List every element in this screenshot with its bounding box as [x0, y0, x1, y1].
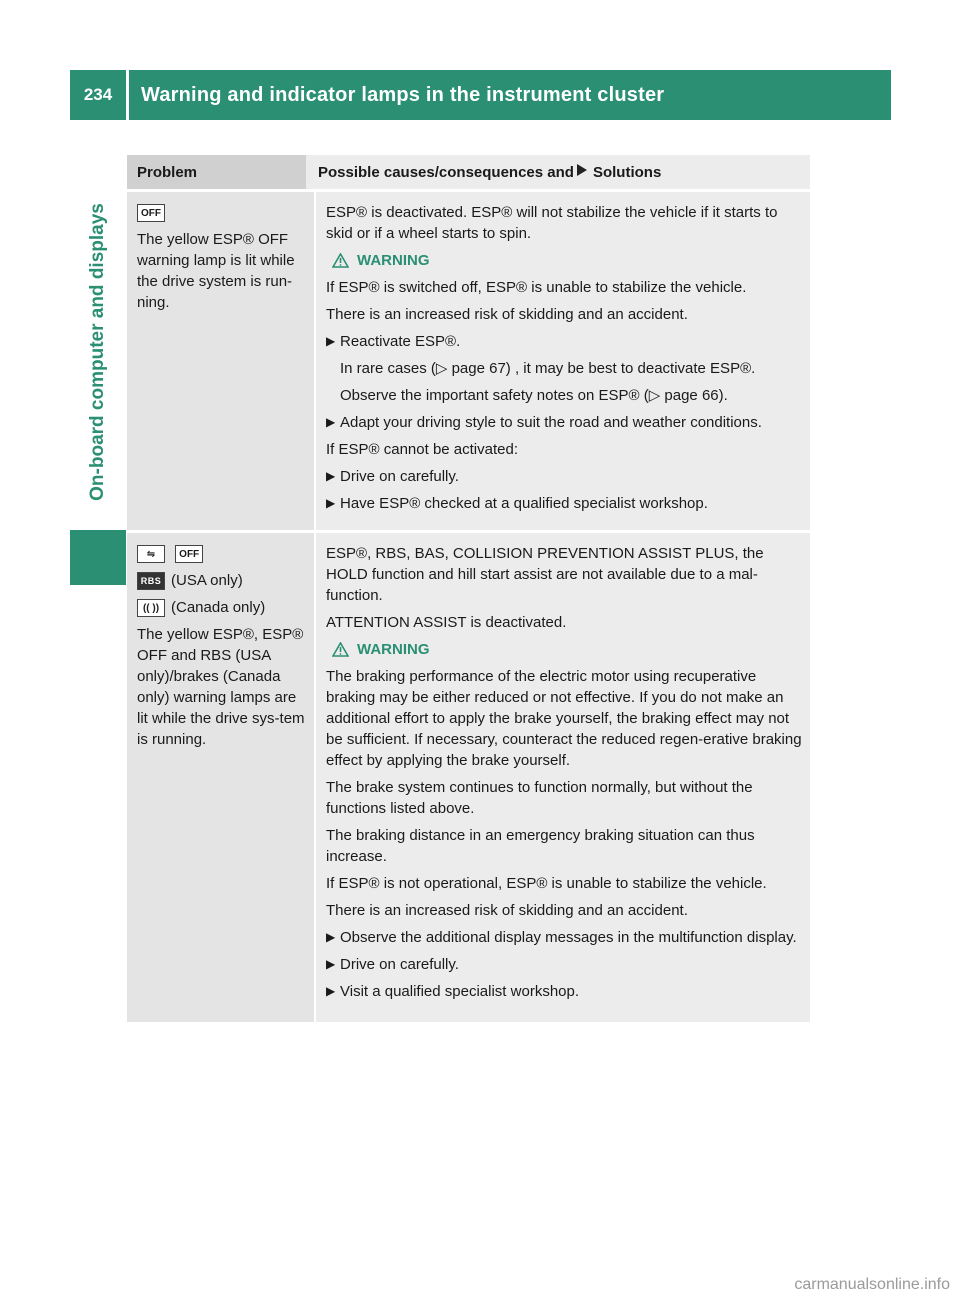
problem-solution-table [127, 155, 810, 1022]
play-arrow-icon [576, 162, 588, 183]
warning-triangle-icon [332, 253, 349, 268]
step-arrow-icon: ▶ [326, 496, 336, 510]
step-item: ▶ Drive on carefully. [326, 468, 459, 485]
step-item: ▶ Visit a qualified specialist workshop. [326, 983, 580, 1000]
table-header [127, 155, 810, 189]
cause-text: ATTENTION ASSIST is deactivated. [326, 614, 567, 631]
header-divider [126, 70, 129, 120]
warning-triangle-icon [332, 642, 349, 657]
esp-skid-icon: ⇋ [137, 545, 165, 563]
info-text: There is an increased risk of skidding and an accident. [326, 902, 688, 919]
col-problem-header: Problem [127, 155, 304, 189]
condition-text: If ESP® cannot be activated: [326, 441, 518, 458]
brake-icon: (( )) [137, 599, 165, 617]
solution-cell [316, 533, 810, 1022]
step-item: ▶ Adapt your driving style to suit the road and weather conditions. [326, 414, 762, 431]
problem-text: The yellow ESP® OFF warning lamp is lit while the drive system is run-ning. [137, 231, 295, 311]
col-solutions-header: Possible causes/consequences and Solutions [306, 155, 810, 189]
section-title: Warning and indicator lamps in the instrument cluster [141, 83, 665, 106]
step-item: ▶ Reactivate ESP®. [326, 333, 461, 350]
step-item: ▶ Have ESP® checked at a qualified specialist workshop. [326, 495, 708, 512]
step-item: ▶ Drive on carefully. [326, 956, 459, 973]
warning-heading: WARNING [332, 250, 804, 271]
warning-heading: WARNING [332, 639, 804, 660]
warning-text: If ESP® is switched off, ESP® is unable to stabilize the vehicle. [326, 279, 747, 296]
side-chapter-label: On-board computer and displays [87, 203, 108, 501]
step-item: ▶ Observe the additional display messages in the multifunction display. [326, 929, 797, 946]
warning-text: The braking performance of the electric motor using recuperative braking may be either reduced or not effective. If you do not make an additional effort to apply the brake yourself, the braking effect may not be sufficient. If necessary, counteract the reduced regen-erative braking effect by applying the brake yourself. [326, 668, 802, 769]
esp-off-icon: OFF [175, 545, 203, 563]
info-text: The braking distance in an emergency braking situation can thus increase. [326, 827, 755, 865]
step-arrow-icon: ▶ [326, 930, 336, 944]
table-row [127, 530, 810, 1022]
step-arrow-icon: ▶ [326, 957, 336, 971]
page-number: 234 [83, 85, 113, 104]
footer-watermark: carmanualsonline.info [794, 1276, 950, 1293]
problem-cell: ⇋ OFF RBS (USA only) (( )) (Canada only) The yellow ESP®, ESP® OFF and RBS (USA only)/brakes (Canada only) warning lamps are lit while the drive sys-tem is running. [127, 533, 314, 1022]
step-arrow-icon: ▶ [326, 415, 336, 429]
step-arrow-icon: ▶ [326, 984, 336, 998]
info-text: If ESP® is not operational, ESP® is unable to stabilize the vehicle. [326, 875, 767, 892]
problem-cell [127, 192, 314, 530]
warning-text: There is an increased risk of skidding and an accident. [326, 306, 688, 323]
step-arrow-icon: ▶ [326, 469, 336, 483]
esp-off-icon: OFF [137, 204, 165, 222]
info-text: The brake system continues to function normally, but without the functions listed above. [326, 779, 753, 817]
cause-text: ESP® is deactivated. ESP® will not stabilize the vehicle if it starts to skid or if a wheel starts to spin. [326, 204, 778, 242]
rbs-icon: RBS [137, 572, 165, 590]
step-note: Observe the important safety notes on ESP® (▷ page 66). [340, 387, 728, 404]
table-row [127, 189, 810, 530]
solution-cell [316, 192, 810, 530]
problem-text: The yellow ESP®, ESP® OFF and RBS (USA only)/brakes (Canada only) warning lamps are lit while the drive sys-tem is running. [137, 626, 305, 748]
step-arrow-icon: ▶ [326, 334, 336, 348]
step-note: In rare cases (▷ page 67) , it may be best to deactivate ESP®. [340, 360, 756, 377]
side-chapter-tab [70, 530, 126, 585]
cause-text: ESP®, RBS, BAS, COLLISION PREVENTION ASSIST PLUS, the HOLD function and hill start assist are not available due to a mal-function. [326, 545, 764, 604]
